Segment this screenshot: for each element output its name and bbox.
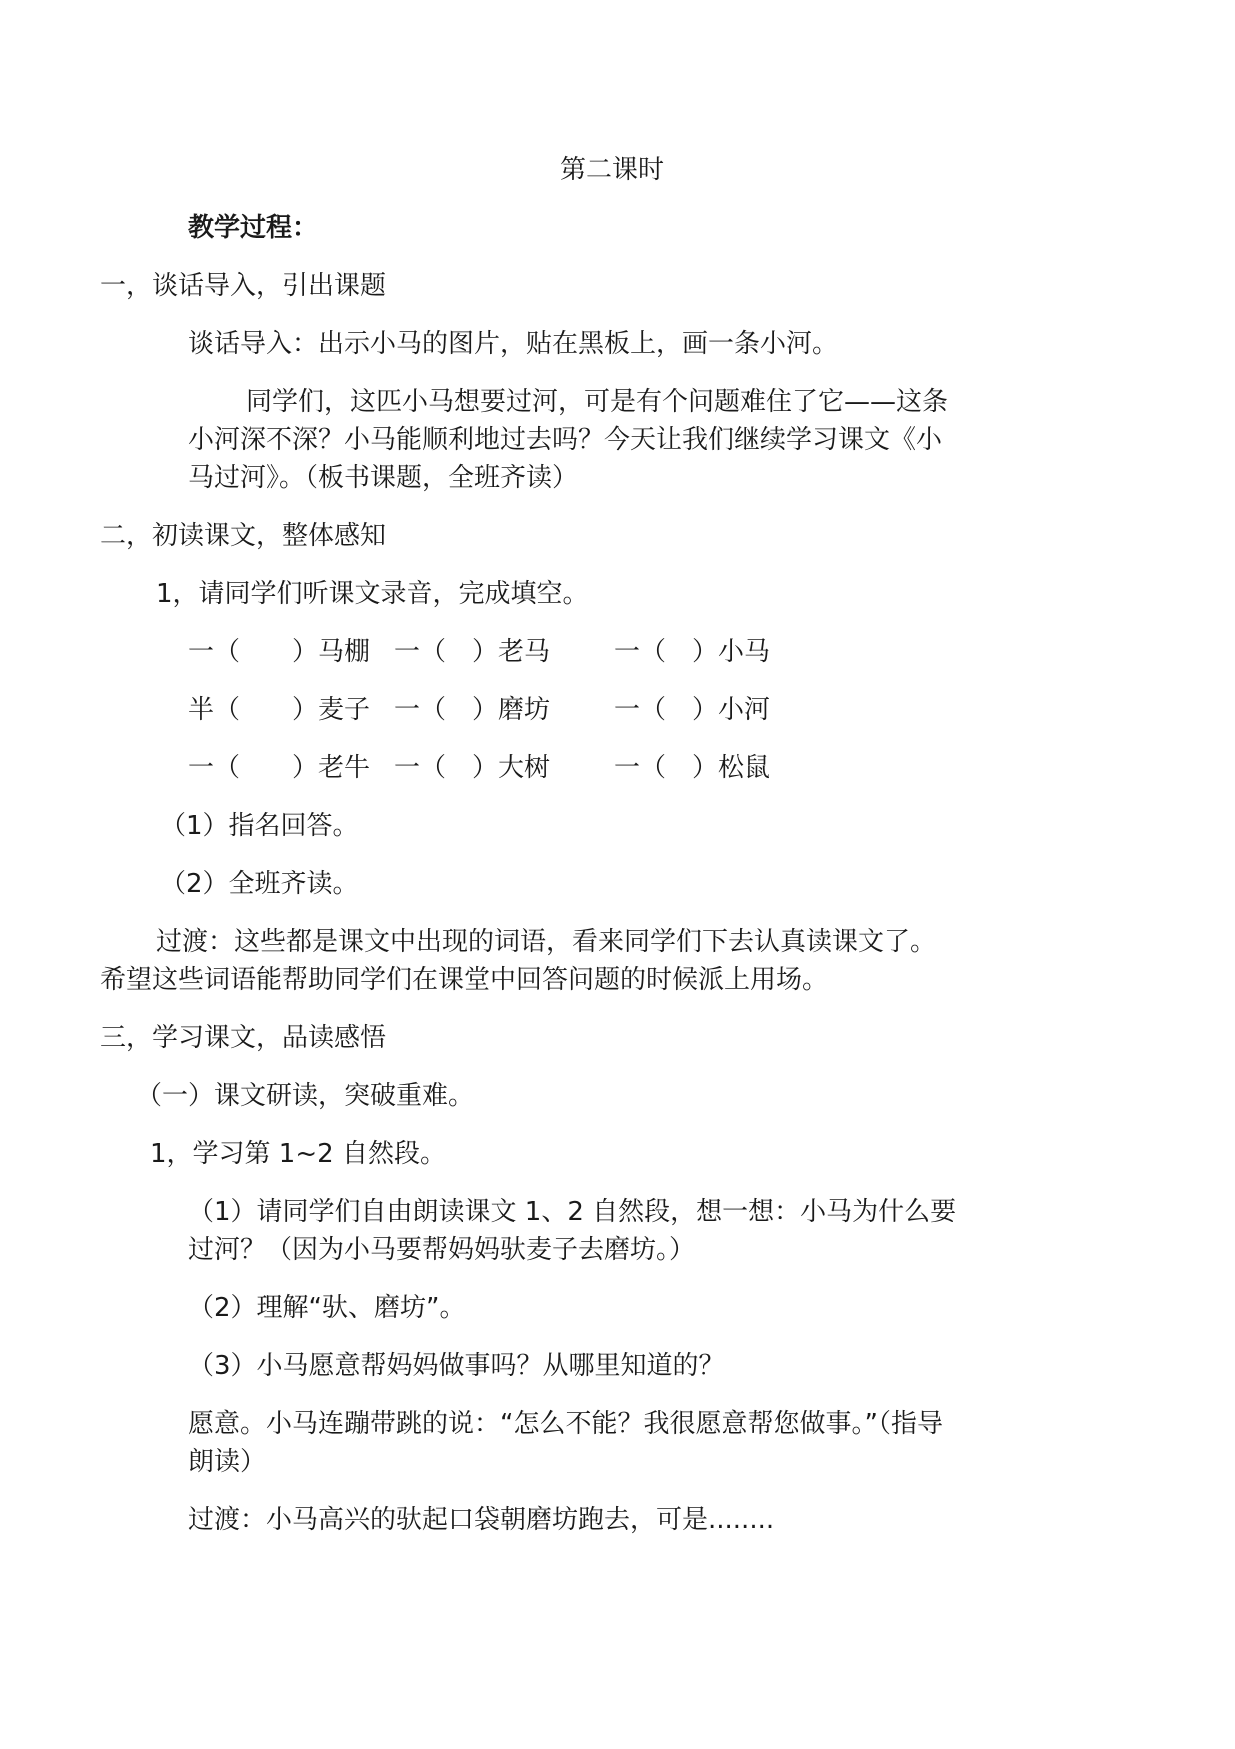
section2-transition-line2: 希望这些词语能帮助同学们在课堂中回答问题的时候派上用场。 bbox=[100, 965, 829, 995]
fill-item: 一（ ）老马 bbox=[394, 637, 551, 667]
section2-step2: （2）全班齐读。 bbox=[160, 869, 359, 899]
fill-item: 一（ ）小河 bbox=[614, 695, 771, 725]
section3-title: 三，学习课文，品读感悟 bbox=[100, 1023, 387, 1053]
fill-item: 一（ ）小马 bbox=[614, 637, 771, 667]
section-heading: 教学过程： bbox=[188, 213, 319, 243]
section2-title: 二，初读课文，整体感知 bbox=[100, 521, 387, 551]
section3-answer-line2: 朗读） bbox=[188, 1447, 267, 1477]
fill-item: 一（ ）大树 bbox=[394, 753, 551, 783]
fill-row bbox=[188, 750, 814, 786]
section3-item1: 1，学习第 1~2 自然段。 bbox=[150, 1139, 446, 1169]
fill-row bbox=[188, 634, 814, 670]
section3-question3: （3）小马愿意帮妈妈做事吗？从哪里知道的？ bbox=[188, 1351, 725, 1381]
fill-item: 一（ ）老牛 bbox=[188, 753, 371, 783]
section3-question2: （2）理解“驮、磨坊”。 bbox=[188, 1293, 466, 1323]
section3-subheading: （一）课文研读，突破重难。 bbox=[136, 1081, 475, 1111]
fill-item: 一（ ）磨坊 bbox=[394, 695, 551, 725]
section1-paragraph-line3: 马过河》。（板书课题，全班齐读） bbox=[188, 463, 579, 493]
section3-transition: 过渡：小马高兴的驮起口袋朝磨坊跑去，可是........ bbox=[188, 1505, 775, 1535]
section1-intro: 谈话导入：出示小马的图片，贴在黑板上，画一条小河。 bbox=[188, 329, 839, 359]
fill-row bbox=[188, 692, 814, 728]
section2-step1: （1）指名回答。 bbox=[160, 811, 359, 841]
section2-task: 1，请同学们听课文录音，完成填空。 bbox=[156, 579, 589, 609]
section3-question1-line1: （1）请同学们自由朗读课文 1、2 自然段，想一想：小马为什么要 bbox=[188, 1197, 957, 1227]
section1-paragraph-line2: 小河深不深？小马能顺利地过去吗？今天让我们继续学习课文《小 bbox=[188, 425, 943, 455]
section2-transition-line1: 过渡：这些都是课文中出现的词语，看来同学们下去认真读课文了。 bbox=[156, 927, 937, 957]
fill-item: 一（ ）松鼠 bbox=[614, 753, 771, 783]
section3-answer-line1: 愿意。小马连蹦带跳的说：“怎么不能？我很愿意帮您做事。”（指导 bbox=[188, 1409, 943, 1439]
page-title: 第二课时 bbox=[560, 155, 665, 185]
fill-item: 一（ ）马棚 bbox=[188, 637, 371, 667]
section3-question1-line2: 过河？（因为小马要帮妈妈驮麦子去磨坊。） bbox=[188, 1235, 696, 1265]
fill-item: 半（ ）麦子 bbox=[188, 695, 371, 725]
section1-paragraph-line1: 同学们，这匹小马想要过河，可是有个问题难住了它——这条 bbox=[246, 387, 949, 417]
section1-title: 一，谈话导入，引出课题 bbox=[100, 271, 387, 301]
